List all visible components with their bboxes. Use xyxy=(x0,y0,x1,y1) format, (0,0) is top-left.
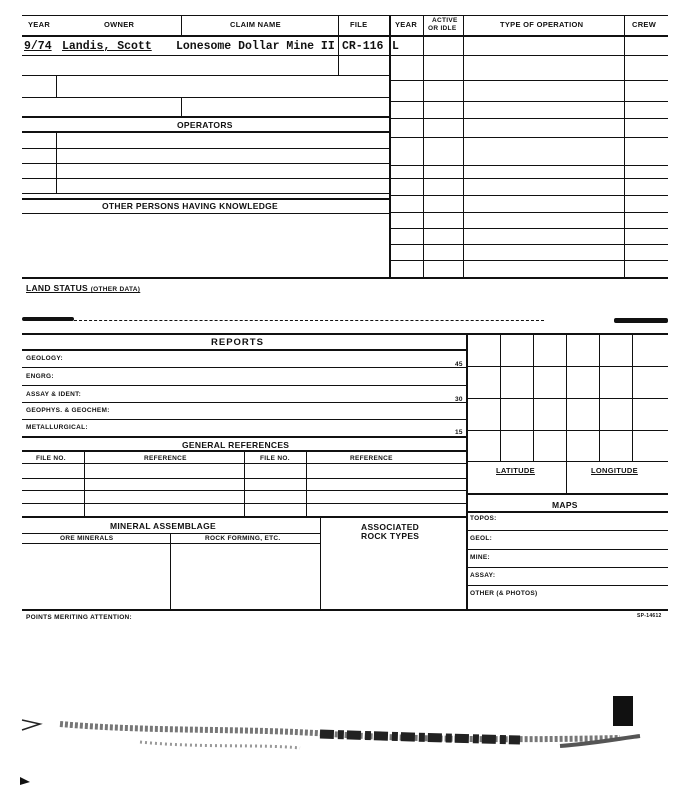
rule xyxy=(466,430,668,431)
report-label-geology: GEOLOGY: xyxy=(26,355,63,362)
rule xyxy=(22,178,390,179)
map-label-mine: MINE: xyxy=(470,554,490,561)
ref-header-reference-2: REFERENCE xyxy=(350,455,393,462)
ref-header-file-no: FILE NO. xyxy=(36,455,66,462)
rule xyxy=(22,333,668,335)
rule xyxy=(466,549,668,550)
rule xyxy=(22,97,390,98)
rule xyxy=(22,436,466,438)
type-of-operation-header: TYPE OF OPERATION xyxy=(500,20,584,29)
divider xyxy=(84,450,85,516)
maps-title: MAPS xyxy=(552,500,578,510)
report-label-assay: ASSAY & IDENT: xyxy=(26,391,82,398)
rule xyxy=(22,419,466,420)
other-persons-label: OTHER PERSONS HAVING KNOWLEDGE xyxy=(102,201,279,211)
rock-types-label: ROCK TYPES xyxy=(361,531,420,541)
rule xyxy=(22,213,390,214)
rule xyxy=(74,320,544,321)
rule xyxy=(22,402,466,403)
divider xyxy=(320,516,321,609)
rule xyxy=(389,212,668,213)
rule xyxy=(22,148,390,149)
year-header: YEAR xyxy=(28,20,51,29)
crew-header: CREW xyxy=(632,20,657,29)
rule xyxy=(22,516,466,518)
rule xyxy=(22,35,668,37)
rule xyxy=(466,366,668,367)
rule xyxy=(389,195,668,196)
rule xyxy=(22,55,390,56)
divider xyxy=(632,333,633,461)
year-header-2: YEAR xyxy=(395,20,418,29)
rule xyxy=(22,75,390,76)
map-label-assay: ASSAY: xyxy=(470,572,496,579)
map-label-other: OTHER (& PHOTOS) xyxy=(470,590,538,597)
divider xyxy=(181,15,182,35)
rule xyxy=(22,609,668,611)
idle-header: OR IDLE xyxy=(428,25,457,32)
ink-mark xyxy=(614,318,668,323)
rule xyxy=(22,163,390,164)
scan-noise xyxy=(0,690,678,809)
entry-file: CR-116 xyxy=(342,40,384,53)
divider xyxy=(599,333,600,461)
report-number: 15 xyxy=(455,429,463,436)
entry-year-mark: L xyxy=(392,40,399,53)
points-meriting-label: POINTS MERITING ATTENTION: xyxy=(26,614,133,621)
rule xyxy=(466,493,668,495)
divider xyxy=(306,450,307,516)
rule xyxy=(22,277,668,279)
rule xyxy=(22,349,466,351)
rule xyxy=(389,101,668,102)
rule xyxy=(389,118,668,119)
general-references-title: GENERAL REFERENCES xyxy=(182,440,290,450)
form-number: SP-14612 xyxy=(637,613,662,619)
rule xyxy=(389,80,668,81)
rule xyxy=(22,533,320,534)
report-label-geophys: GEOPHYS. & GEOCHEM: xyxy=(26,407,110,414)
map-label-geol: GEOL: xyxy=(470,535,493,542)
rule xyxy=(22,198,390,200)
divider xyxy=(500,333,501,461)
rule xyxy=(22,385,466,386)
report-label-metallurgical: METALLURGICAL: xyxy=(26,424,88,431)
rule xyxy=(389,178,668,179)
divider xyxy=(338,15,339,75)
land-status-label: LAND STATUS (OTHER DATA) xyxy=(26,283,141,293)
ink-mark xyxy=(22,317,74,321)
report-number: 45 xyxy=(455,361,463,368)
longitude-label: LONGITUDE xyxy=(591,466,638,475)
rule xyxy=(389,137,668,138)
reports-title: REPORTS xyxy=(211,337,264,348)
rule xyxy=(22,15,668,16)
file-header: FILE xyxy=(350,20,368,29)
active-header: ACTIVE xyxy=(432,17,458,24)
rule xyxy=(22,116,390,118)
rule xyxy=(389,260,668,261)
rule xyxy=(466,461,668,462)
rule xyxy=(389,165,668,166)
claim-name-header: CLAIM NAME xyxy=(230,20,281,29)
associated-label: ASSOCIATED xyxy=(361,522,420,532)
latitude-label: LATITUDE xyxy=(496,466,535,475)
divider xyxy=(566,333,567,493)
rule xyxy=(466,567,668,568)
entry-owner: Landis, Scott xyxy=(62,40,152,53)
ref-header-file-no-2: FILE NO. xyxy=(260,455,290,462)
divider xyxy=(56,131,57,193)
mineral-assemblage-title: MINERAL ASSEMBLAGE xyxy=(110,521,216,531)
divider xyxy=(244,450,245,516)
divider xyxy=(533,333,534,461)
divider xyxy=(56,75,57,97)
rock-forming-header: ROCK FORMING, ETC. xyxy=(205,535,281,542)
divider xyxy=(170,533,171,609)
map-label-topos: TOPOS: xyxy=(470,515,497,522)
owner-header: OWNER xyxy=(104,20,135,29)
rule xyxy=(22,193,390,194)
report-number: 30 xyxy=(455,396,463,403)
rule xyxy=(389,244,668,245)
rule xyxy=(466,530,668,531)
rule xyxy=(22,543,320,544)
operators-label: OPERATORS xyxy=(177,120,233,130)
rule xyxy=(389,55,668,56)
ref-header-reference: REFERENCE xyxy=(144,455,187,462)
rule xyxy=(466,398,668,399)
report-label-engrg: ENGRG: xyxy=(26,373,54,380)
divider xyxy=(181,97,182,116)
entry-date: 9/74 xyxy=(24,40,52,53)
rule xyxy=(466,585,668,586)
rule xyxy=(22,131,390,133)
entry-claim-name: Lonesome Dollar Mine II xyxy=(176,40,335,53)
rule xyxy=(466,511,668,513)
rule xyxy=(389,228,668,229)
ore-minerals-header: ORE MINERALS xyxy=(60,535,114,542)
rule xyxy=(22,367,466,368)
